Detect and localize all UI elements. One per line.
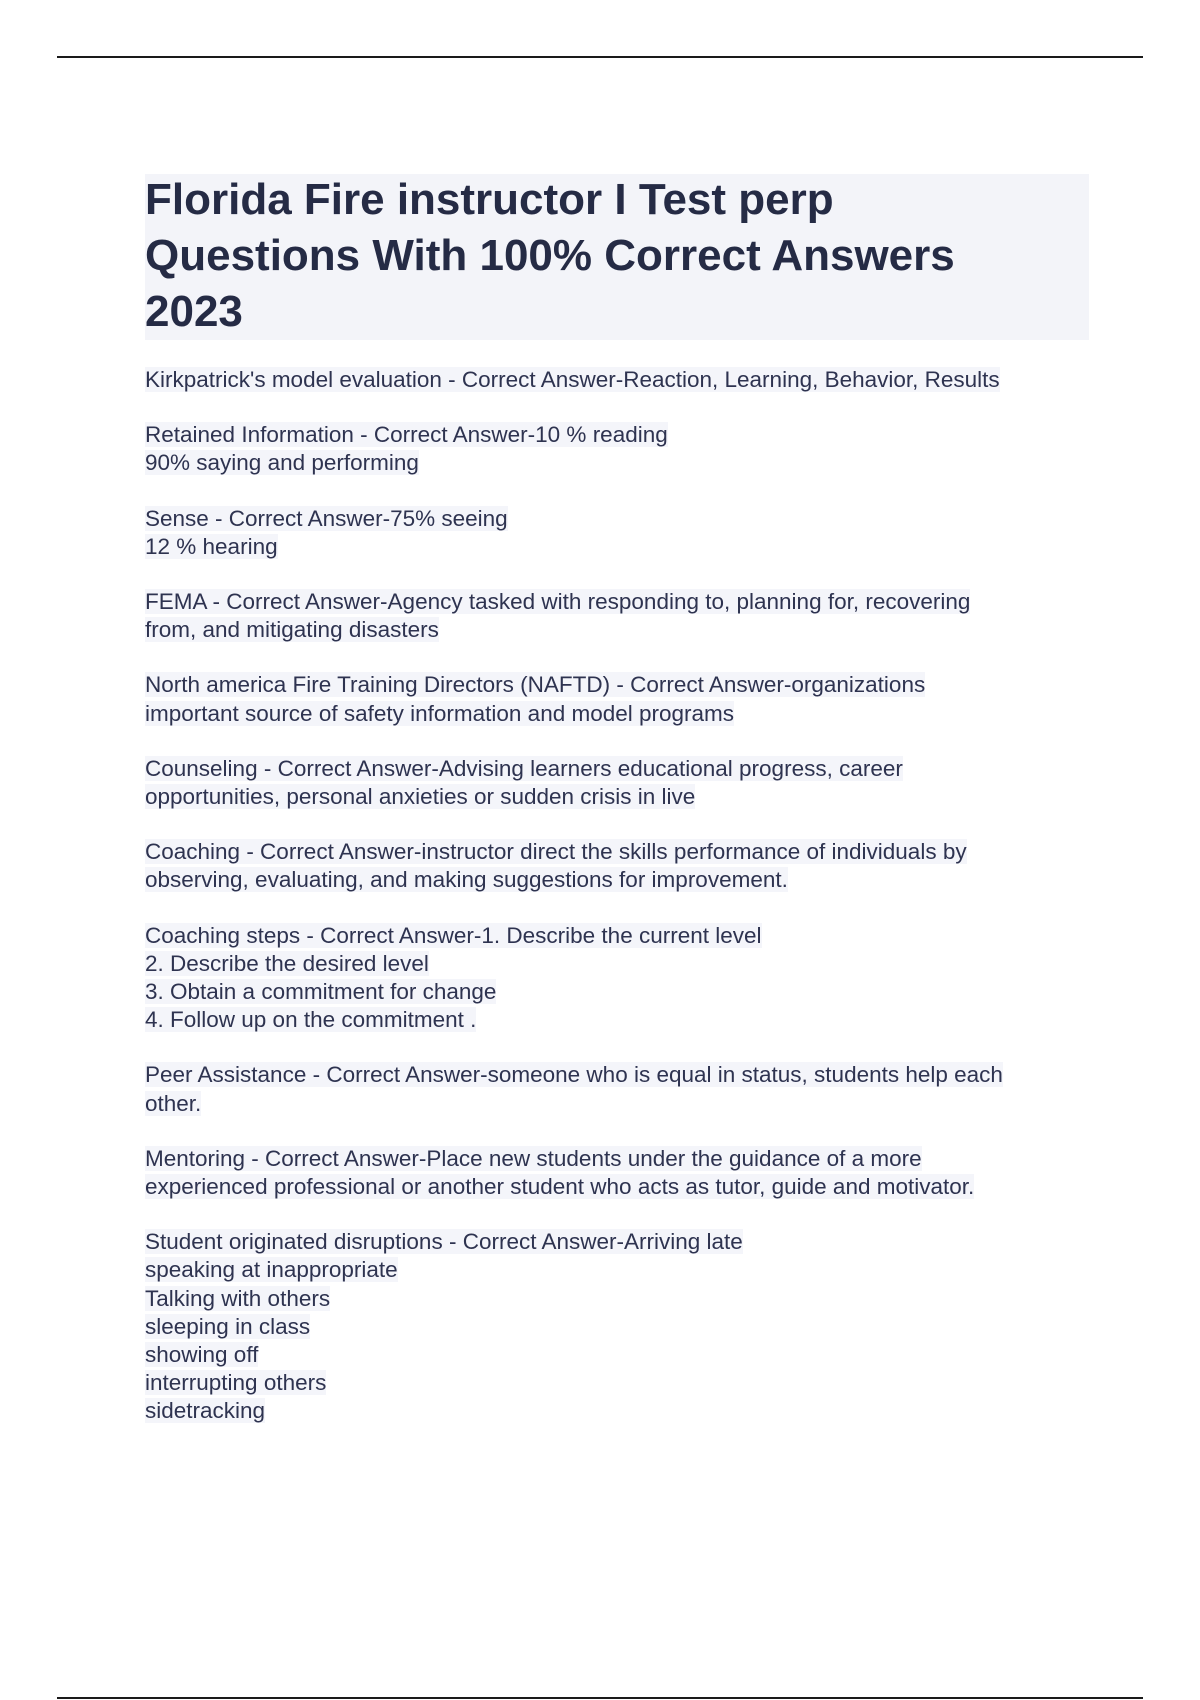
qa-text: Kirkpatrick's model evaluation - Correct Answer-Reaction, Learning, Behavior, Results — [145, 367, 1000, 392]
qa-text: Sense - Correct Answer-75% seeing 12 % hearing — [145, 505, 508, 559]
qa-item — [145, 1145, 1085, 1201]
bottom-rule — [57, 1697, 1143, 1699]
qa-item — [145, 1061, 1085, 1117]
qa-item — [145, 755, 1085, 811]
qa-text: Retained Information - Correct Answer-10 % reading 90% saying and performing — [145, 422, 668, 476]
top-rule — [57, 56, 1143, 58]
qa-item — [145, 922, 1085, 1035]
qa-item — [145, 588, 1085, 644]
qa-text: North america Fire Training Directors (NAFTD) - Correct Answer-organizations important source of safety information and model programs — [145, 672, 926, 726]
qa-text: Student originated disruptions - Correct Answer-Arriving late speaking at inappropriate Talking with others sleeping in class showing off interrupting others sidetracking — [145, 1229, 743, 1424]
qa-text: Peer Assistance - Correct Answer-someone who is equal in status, students help each other. — [145, 1062, 1003, 1116]
qa-list — [145, 366, 1085, 1453]
qa-item — [145, 421, 1085, 477]
qa-item — [145, 671, 1085, 727]
qa-text: Counseling - Correct Answer-Advising learners educational progress, career opportunities, personal anxieties or sudden crisis in live — [145, 755, 903, 810]
qa-item — [145, 505, 1085, 561]
qa-text: FEMA - Correct Answer-Agency tasked with responding to, planning for, recovering from, and mitigating disasters — [145, 589, 971, 643]
qa-text: Coaching steps - Correct Answer-1. Describe the current level 2. Describe the desired level 3. Obtain a commitment for change 4. Follow up on the commitment . — [145, 922, 762, 1033]
title-block — [145, 174, 1089, 340]
qa-item — [145, 1228, 1085, 1425]
qa-item — [145, 366, 1085, 394]
qa-text: Mentoring - Correct Answer-Place new students under the guidance of a more experienced professional or another student who acts as tutor, guide and motivator. — [145, 1145, 975, 1200]
document-title: Florida Fire instructor I Test perp Questions With 100% Correct Answers 2023 — [145, 175, 955, 336]
qa-item — [145, 838, 1085, 894]
qa-text: Coaching - Correct Answer-instructor direct the skills performance of individuals by observing, evaluating, and making suggestions for improvement. — [145, 839, 967, 893]
